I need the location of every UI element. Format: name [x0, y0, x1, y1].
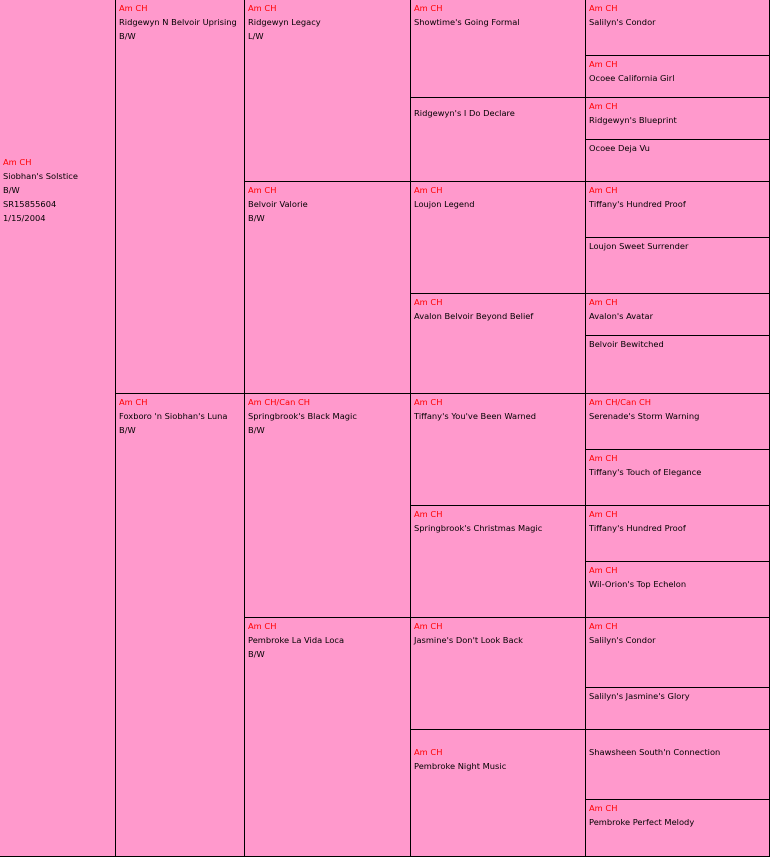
dog-name: Shawsheen South'n Connection: [589, 747, 721, 757]
pedigree-cell-gen5: [586, 688, 770, 730]
dog-name: Avalon's Avatar: [589, 311, 653, 321]
pedigree-cell-gen3: [245, 394, 411, 618]
pedigree-cell-gen5: [586, 394, 770, 450]
dog-name: Belvoir Bewitched: [589, 339, 664, 349]
pedigree-cell-gen5: [586, 336, 770, 394]
dog-name: Tiffany's Hundred Proof: [589, 199, 686, 209]
pedigree-cell-gen4: [411, 730, 586, 857]
dog-name: Springbrook's Black Magic: [248, 411, 357, 421]
pedigree-cell-gen5: [586, 800, 770, 857]
dog-detail: 1/15/2004: [3, 213, 46, 223]
dog-detail: B/W: [3, 185, 20, 195]
dog-name: Loujon Sweet Surrender: [589, 241, 689, 251]
dog-title: Am CH: [589, 621, 618, 631]
pedigree-cell-gen4: [411, 506, 586, 618]
dog-title: Am CH: [248, 3, 277, 13]
dog-title: Am CH: [589, 101, 618, 111]
pedigree-cell-gen4: [411, 98, 586, 182]
dog-title: Am CH: [414, 185, 443, 195]
dog-name: Loujon Legend: [414, 199, 475, 209]
dog-title: Am CH/Can CH: [589, 397, 652, 407]
pedigree-cell-gen2: [116, 0, 245, 394]
dog-name: Ridgewyn's I Do Declare: [414, 108, 515, 118]
dog-name: Pembroke Perfect Melody: [589, 817, 695, 827]
dog-title: Am CH: [414, 3, 443, 13]
dog-title: Am CH: [414, 297, 443, 307]
pedigree-cell-gen5: [586, 140, 770, 182]
pedigree-cell-gen5: [586, 98, 770, 140]
dog-name: Ocoee California Girl: [589, 73, 675, 83]
pedigree-cell-gen3: [245, 618, 411, 857]
dog-title: Am CH: [589, 453, 618, 463]
dog-detail: B/W: [248, 213, 265, 223]
pedigree-cell-gen4: [411, 0, 586, 98]
dog-title: Am CH: [589, 565, 618, 575]
dog-detail: B/W: [119, 31, 136, 41]
dog-name: Avalon Belvoir Beyond Belief: [414, 311, 534, 321]
dog-title: Am CH: [248, 621, 277, 631]
dog-name: Serenade's Storm Warning: [589, 411, 700, 421]
dog-detail: L/W: [248, 31, 264, 41]
dog-title: Am CH: [589, 3, 618, 13]
dog-name: Pembroke La Vida Loca: [248, 635, 345, 645]
dog-name: Ocoee Deja Vu: [589, 143, 650, 153]
dog-name: Belvoir Valorie: [248, 199, 308, 209]
pedigree-cell-gen1: [0, 0, 116, 857]
dog-name: Ridgewyn N Belvoir Uprising: [119, 17, 237, 27]
pedigree-cell-gen4: [411, 394, 586, 506]
dog-name: Wil-Orion's Top Echelon: [589, 579, 687, 589]
pedigree-cell-gen4: [411, 618, 586, 730]
dog-title: Am CH: [414, 509, 443, 519]
dog-detail: B/W: [248, 649, 265, 659]
dog-name: Ridgewyn Legacy: [248, 17, 321, 27]
dog-detail: B/W: [119, 425, 136, 435]
dog-title: Am CH: [119, 3, 148, 13]
dog-title: Am CH: [414, 747, 443, 757]
dog-title: Am CH: [589, 59, 618, 69]
pedigree-cell-gen3: [245, 0, 411, 182]
dog-name: Salilyn's Condor: [589, 635, 656, 645]
dog-name: Springbrook's Christmas Magic: [414, 523, 543, 533]
pedigree-cell-gen5: [586, 182, 770, 238]
pedigree-cell-gen5: [586, 238, 770, 294]
dog-title: Am CH/Can CH: [248, 397, 311, 407]
dog-detail: SR15855604: [3, 199, 57, 209]
dog-detail: B/W: [248, 425, 265, 435]
pedigree-cell-gen3: [245, 182, 411, 394]
pedigree-cell-gen5: [586, 294, 770, 336]
dog-name: Tiffany's Hundred Proof: [589, 523, 686, 533]
dog-title: Am CH: [248, 185, 277, 195]
pedigree-cell-gen5: [586, 506, 770, 562]
pedigree-cell-gen5: [586, 0, 770, 56]
dog-title: Am CH: [119, 397, 148, 407]
dog-name: Pembroke Night Music: [414, 761, 507, 771]
dog-title: Am CH: [589, 185, 618, 195]
dog-name: Foxboro 'n Siobhan's Luna: [119, 411, 228, 421]
dog-name: Showtime's Going Formal: [414, 17, 520, 27]
dog-name: Salilyn's Condor: [589, 17, 656, 27]
pedigree-cell-gen5: [586, 618, 770, 688]
pedigree-cell-gen4: [411, 182, 586, 294]
dog-name: Salilyn's Jasmine's Glory: [589, 691, 690, 701]
dog-name: Tiffany's Touch of Elegance: [589, 467, 702, 477]
dog-title: Am CH: [589, 803, 618, 813]
dog-title: Am CH: [3, 157, 32, 167]
pedigree-cell-gen5: [586, 730, 770, 800]
dog-name: Ridgewyn's Blueprint: [589, 115, 677, 125]
dog-title: Am CH: [414, 397, 443, 407]
dog-title: Am CH: [414, 621, 443, 631]
pedigree-cell-gen5: [586, 450, 770, 506]
pedigree-cell-gen4: [411, 294, 586, 394]
dog-title: Am CH: [589, 509, 618, 519]
pedigree-cell-gen5: [586, 56, 770, 98]
pedigree-cell-gen5: [586, 562, 770, 618]
pedigree-cell-gen2: [116, 394, 245, 857]
dog-name: Tiffany's You've Been Warned: [414, 411, 537, 421]
dog-name: Siobhan's Solstice: [3, 171, 78, 181]
dog-title: Am CH: [589, 297, 618, 307]
dog-name: Jasmine's Don't Look Back: [414, 635, 523, 645]
